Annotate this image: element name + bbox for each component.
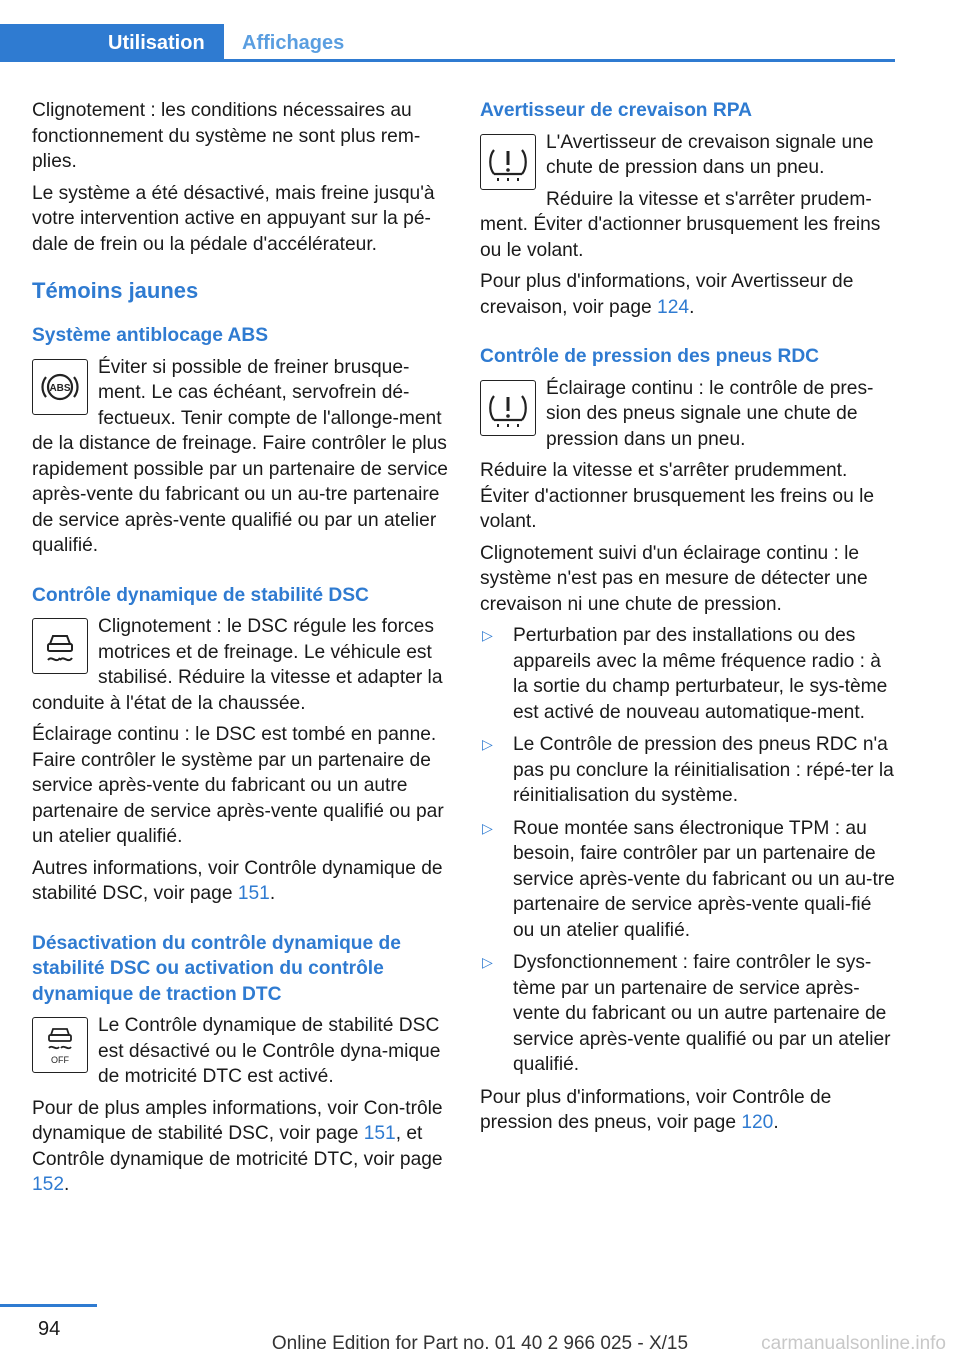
heading-temoins-jaunes: Témoins jaunes [32,278,199,303]
page-link[interactable]: 151 [237,883,270,904]
edition-footer: Online Edition for Part no. 01 40 2 966 025 - X/15 [271,1333,689,1354]
triangle-bullet-icon: ▷ [482,819,493,836]
paragraph: Le Contrôle dynamique de stabilité DSC est désactivé ou le Contrôle dyna‐mique de motricité DTC est activé. [98,1015,441,1087]
paragraph: Réduire la vitesse et s'arrêter prudemment. Éviter d'actionner brusquement les freins ou le volant. [480,460,875,532]
triangle-bullet-icon: ▷ [482,954,493,970]
watermark: carmanualsonline.info [761,1333,946,1354]
triangle-bullet-icon: ▷ [482,627,493,643]
paragraph: Réduire la vitesse et s'arrêter prudem‐ment. Éviter d'actionner brusquement les freins ou le volant. [480,188,881,261]
page-number: 94 [38,1318,61,1340]
section-header [0,0,895,62]
off-label: OFF [51,1055,69,1065]
heading-rdc: Contrôle de pression des pneus RDC [480,346,820,367]
paragraph-text: Pour de plus amples informations, voir Con‐trôle dynamique de stabilité DSC, voir page [32,1097,443,1144]
page-link[interactable]: 151 [363,1123,396,1144]
paragraph: Clignotement suivi d'un éclairage continu : le système n'est pas en mesure de détecter une crevaison ni une chute de pression. [480,542,868,615]
header-rule [0,59,895,62]
abs-warning-icon [32,359,88,415]
triangle-bullet-icon: ▷ [482,736,493,752]
paragraph-text: , et Contrôle dynamique de motricité DTC, voir page [32,1123,443,1170]
paragraph-text: . [64,1174,70,1195]
tire-pressure-warning-icon [480,380,536,436]
dsc-warning-icon [32,618,88,674]
list-item [480,950,896,1078]
tire-pressure-warning-icon [480,134,536,190]
heading-rpa: Avertisseur de crevaison RPA [480,100,752,121]
list-item [480,732,896,809]
tab-affichages[interactable]: Affichages [242,32,345,54]
heading-dsc-off: Désactivation du contrôle dynamique de stabilité DSC ou activation du contrôle dynamique de traction DTC [32,932,401,1005]
tab-utilisation[interactable]: Utilisation [0,24,224,62]
paragraph [480,1085,896,1136]
heading-abs: Système antiblocage ABS [32,325,269,346]
list-item-text: Roue montée sans électronique TPM : au besoin, faire contrôler par un partenaire de service après-vente du fabricant ou un au‐tre partenaire de service après-vente quali‐fié ou un atelier qualifié. [513,817,895,941]
dsc-off-icon [32,1017,88,1073]
right-column [480,98,896,1142]
paragraph [480,269,896,320]
paragraph: Éviter si possible de freiner brusque‐ment. Le cas échéant, servofrein dé‐fectueux. Tenir compte de l'allonge‐ment de la distance de freinage. Faire contrôler le plus rapidement possible par un partenaire de service après-vente du fabricant ou un au‐tre partenaire de service après-vente qualifié ou par un atelier qualifié. [32,356,448,556]
paragraph: L'Avertisseur de crevaison signale une chute de pression dans un pneu. [546,131,874,178]
page-number-rule [0,1304,97,1307]
page-link[interactable]: 124 [657,296,690,318]
paragraph-text: Pour plus d'informations, voir Contrôle de pression des pneus, voir page [480,1086,832,1133]
left-column [32,98,450,1204]
list-item-text: Le Contrôle de pression des pneus RDC n'a pas pu conclure la réinitialisation : répé‐ter la réinitialisation du système. [513,734,894,806]
paragraph: Éclairage continu : le DSC est tombé en panne. Faire contrôler le système par un partenaire de service après-vente du fabricant ou un autre partenaire de service après-vente qualifié ou par un atelier qualifié. [32,724,444,847]
svg-text:ABS: ABS [49,382,71,394]
paragraph [32,1096,450,1198]
page-link[interactable]: 152 [32,1174,65,1195]
list-item-text: Perturbation par des installations ou des appareils avec la même fréquence radio : à la sortie du champ perturbateur, le sys‐tème est activé de nouveau automatique‐ment. [513,625,888,723]
bullet-list [480,623,896,1078]
paragraph: Clignotement : les conditions nécessaires au fonctionnement du système ne sont plus rem‐plies. [32,100,421,172]
paragraph-text: Pour plus d'informations, voir Avertisseur de crevaison, voir page [480,271,854,318]
page-link[interactable]: 120 [741,1112,774,1133]
list-item [480,623,896,725]
paragraph: Le système a été désactivé, mais freine jusqu'à votre intervention active en appuyant sur la pé‐dale de frein ou la pédale d'accélérateur. [32,182,435,255]
list-item-text: Dysfonctionnement : faire contrôler le sys‐tème par un partenaire de service après-vente du fabricant ou un autre partenaire de service après-vente qualifié ou par un atelier qualifié. [513,952,891,1075]
paragraph-text: . [773,1112,779,1133]
paragraph: Clignotement : le DSC régule les forces motrices et de freinage. Le véhicule est stabilisé. Réduire la vitesse et adapter la conduite à l'état de la chaussée. [32,616,443,714]
paragraph-text: Autres informations, voir Contrôle dynamique de stabilité DSC, voir page [32,857,443,904]
paragraph-text: . [269,883,276,904]
list-item [480,816,896,944]
heading-dsc: Contrôle dynamique de stabilité DSC [32,584,369,606]
paragraph: Éclairage continu : le contrôle de pres‐sion des pneus signale une chute de pression dans un pneu. [546,377,874,450]
paragraph [32,856,450,907]
paragraph-text: . [689,296,695,318]
